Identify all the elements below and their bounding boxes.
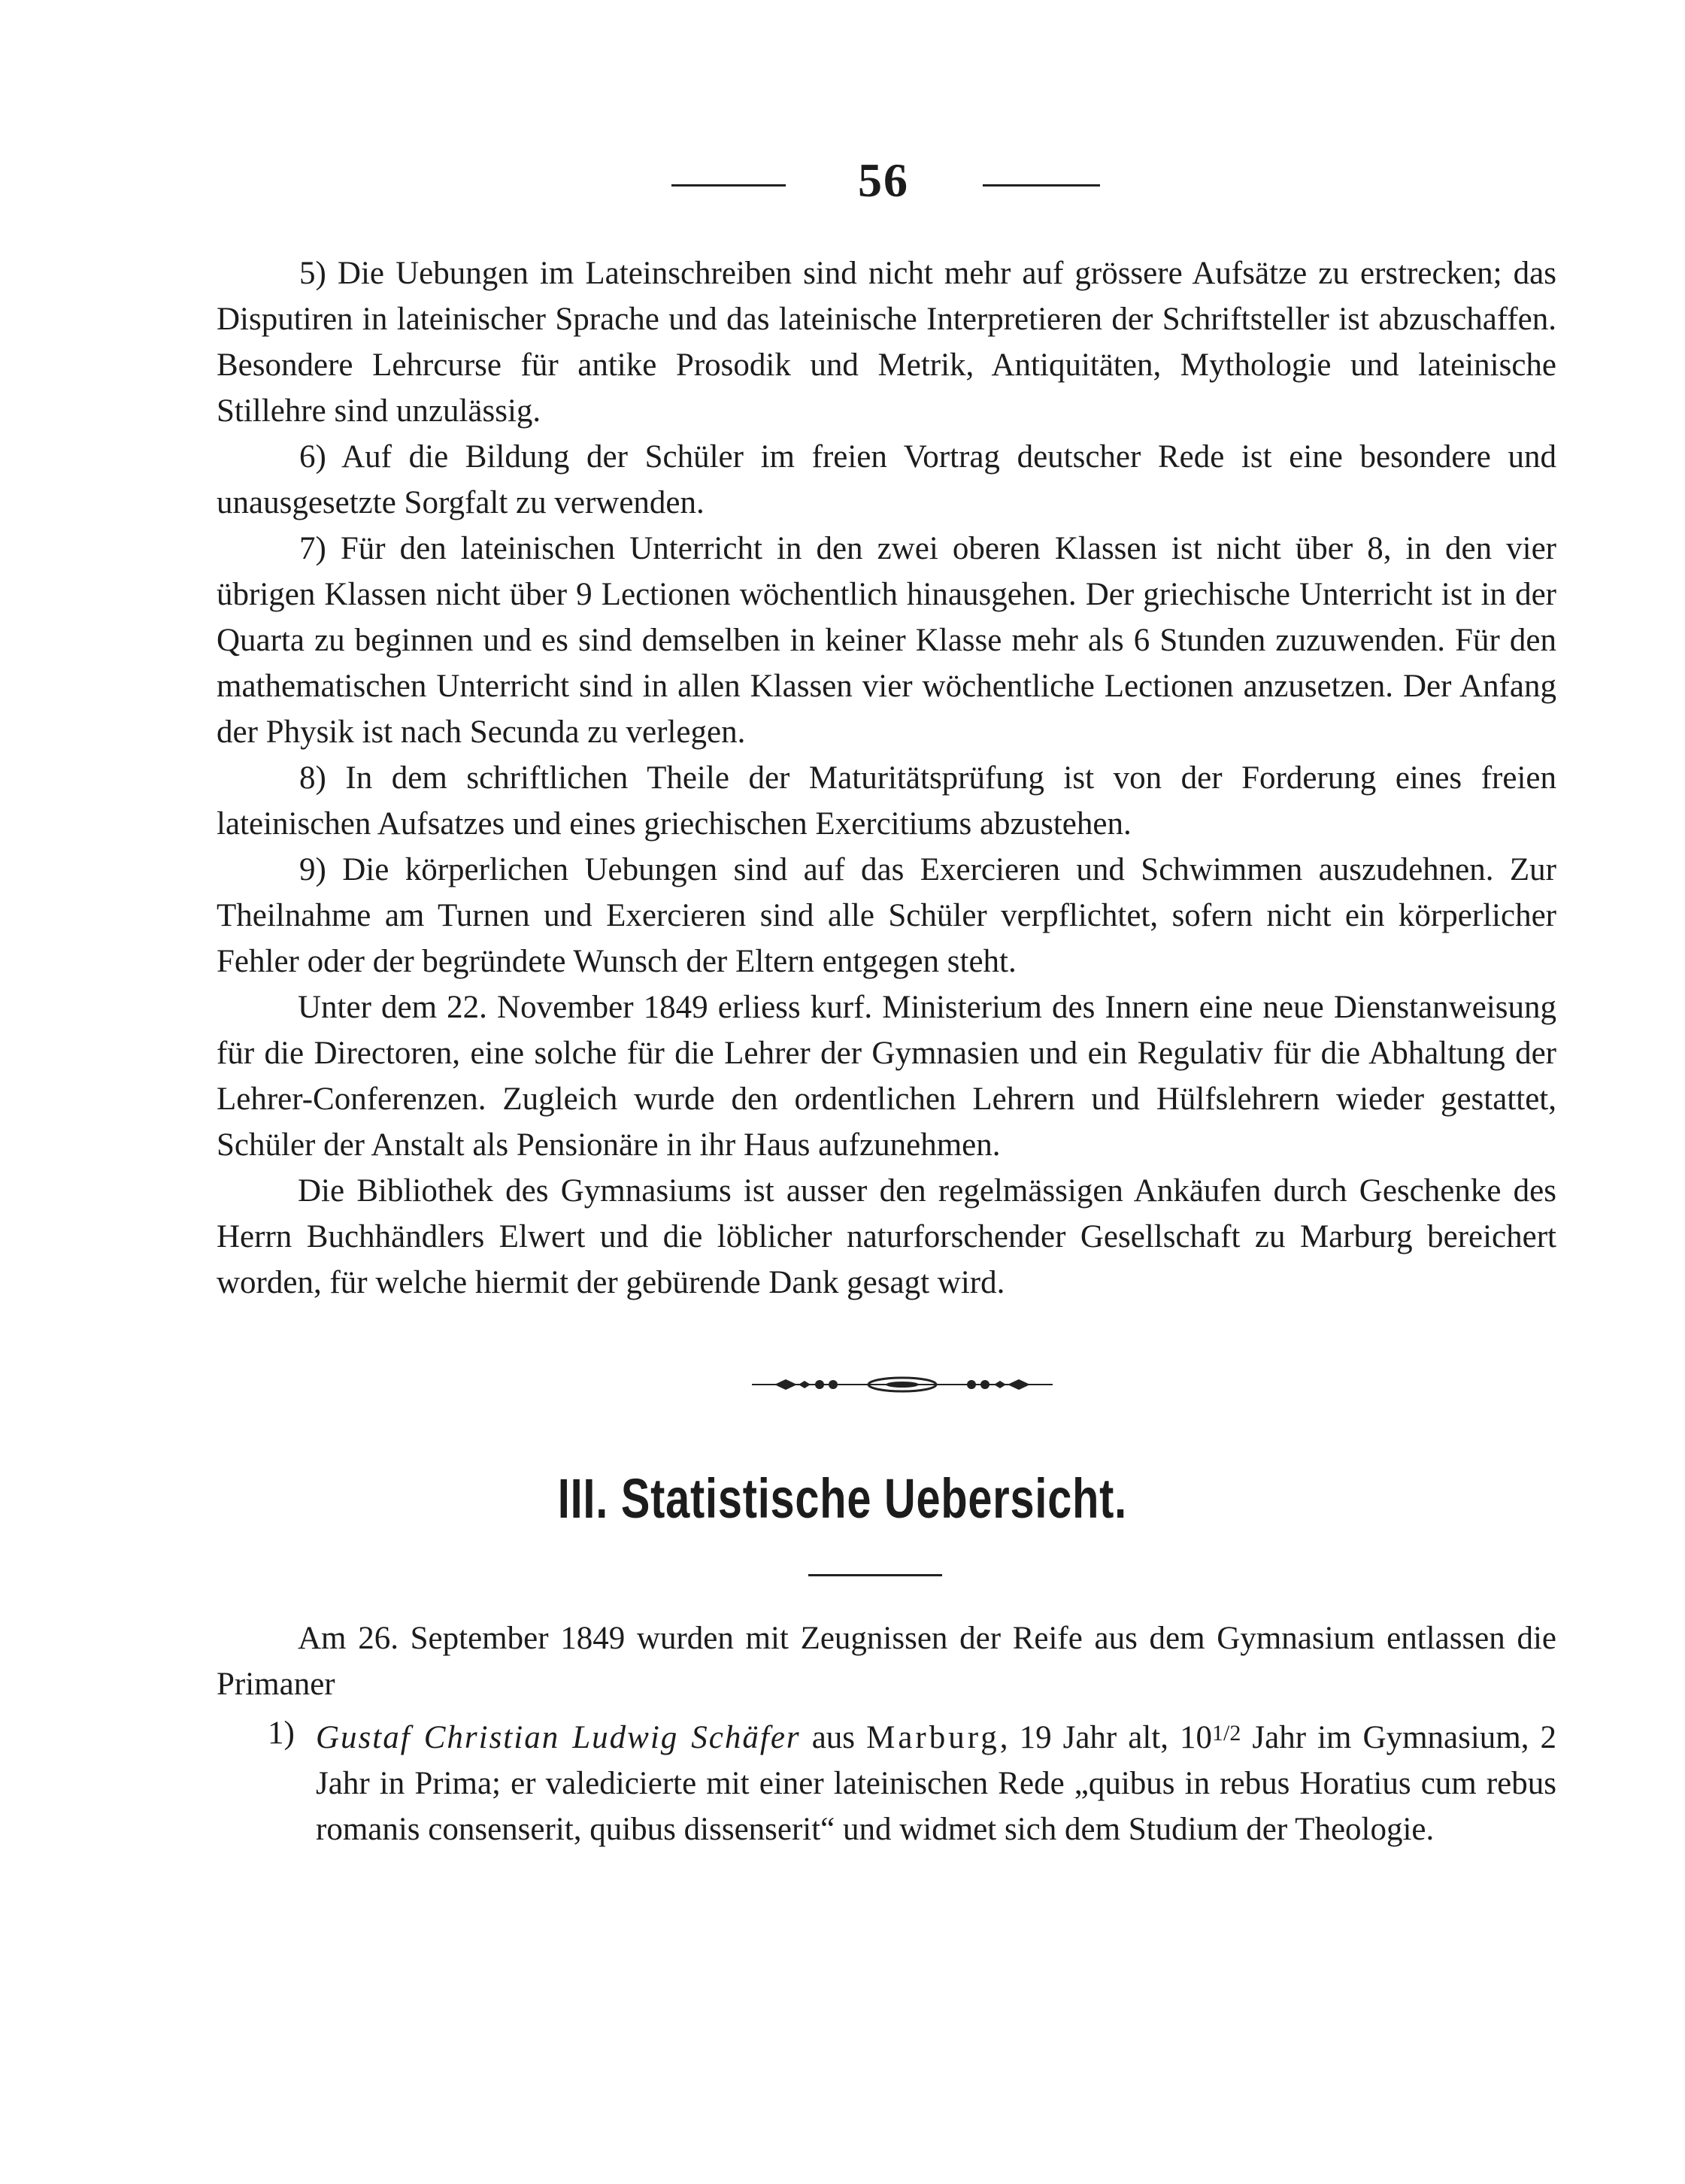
ornament-divider-icon [752, 1373, 1053, 1396]
ornament-divider [752, 1373, 1053, 1396]
paragraph-item-5: 5) Die Uebungen im Lateinschreiben sind nicht mehr auf grössere Aufsätze zu erstrecken; das Disputiren in lateinischer Sprache und das lateinische Interpretieren der Schriftsteller ist abzuschaffen. Besondere Lehrcurse für antike Prosodik und Metrik, Antiquitäten, Mythologie und lateinische Stillehre sind unzulässig. [217, 256, 1556, 429]
from-word: aus [811, 1720, 856, 1755]
paragraph-item-6: 6) Auf die Bildung der Schüler im freien Vortrag deutscher Rede ist eine besondere und unausgesetzte Sorgfalt zu verwenden. [217, 439, 1556, 520]
section-intro: Am 26. September 1849 wurden mit Zeugnissen der Reife aus dem Gymnasium entlassen die Primaner [217, 1621, 1556, 1702]
graduate-name: Gustaf Christian Ludwig Schäfer [316, 1720, 801, 1755]
statistics-section [217, 1615, 1556, 1852]
paragraph-item-7: 7) Für den lateinischen Unterricht in den zwei oberen Klassen ist nicht über 8, in den vier übrigen Klassen nicht über 9 Lectionen wöchentlich hinausgehen. Der griechische Unterricht ist in der Quarta zu beginnen und es sind demselben in keiner Klasse mehr als 6 Stunden zuzuwenden. Für den mathematischen Unterricht sind in allen Klassen vier wöchentliche Lectionen anzusetzen. Der Anfang der Physik ist nach Secunda zu verlegen. [217, 531, 1556, 750]
entry-number: 1) [268, 1715, 295, 1751]
graduate-age: , 19 Jahr alt, 10 [999, 1720, 1213, 1755]
header-rule-right [983, 184, 1100, 187]
graduate-details: Jahr im Gymnasium, 2 Jahr in Prima; er valedicierte mit einer lateinischen Rede „quibus in rebus Horatius cum rebus romanis consenserit, quibus dissenserit“ und widmet sich dem Studium der Theologie. [316, 1720, 1557, 1847]
paragraph-library: Die Bibliothek des Gymnasiums ist ausser den regelmässigen Ankäufen durch Geschenke des Herrn Buchhändlers Elwert und die löblicher naturforschender Gesellschaft zu Marburg bereichert worden, für welche hiermit der gebürende Dank gesagt wird. [217, 1173, 1556, 1300]
title-rule [808, 1574, 942, 1576]
paragraph-ministry: Unter dem 22. November 1849 erliess kurf. Ministerium des Innern eine neue Dienstanweisung für die Directoren, eine solche für die Lehrer der Gymnasien und ein Regulativ für die Abhaltung der Lehrer-Conferenzen. Zugleich wurde den ordentlichen Lehrern und Hülfslehrern wieder gestattet, Schüler der Anstalt als Pensionäre in ihr Haus aufzunehmen. [217, 990, 1556, 1163]
graduate-entry [217, 1710, 1556, 1852]
header-rule-left [671, 184, 786, 187]
page-number: 56 [858, 153, 909, 207]
page-header [0, 147, 1685, 222]
main-text [217, 250, 1556, 1306]
entry-text [316, 1710, 1556, 1852]
paragraph-item-9: 9) Die körperlichen Uebungen sind auf das Exercieren und Schwimmen auszudehnen. Zur Theilnahme am Turnen und Exercieren sind alle Schüler verpflichtet, sofern nicht ein körperlicher Fehler oder der begründete Wunsch der Eltern entgegen steht. [217, 852, 1556, 979]
section-title: III. Statistische Uebersicht. [557, 1467, 1127, 1530]
fraction-half: 1/2 [1212, 1721, 1241, 1746]
graduate-town: Marburg [866, 1720, 1000, 1755]
paragraph-item-8: 8) In dem schriftlichen Theile der Maturitätsprüfung ist von der Forderung eines freien lateinischen Aufsatzes und eines griechischen Exercitiums abzustehen. [217, 760, 1556, 842]
